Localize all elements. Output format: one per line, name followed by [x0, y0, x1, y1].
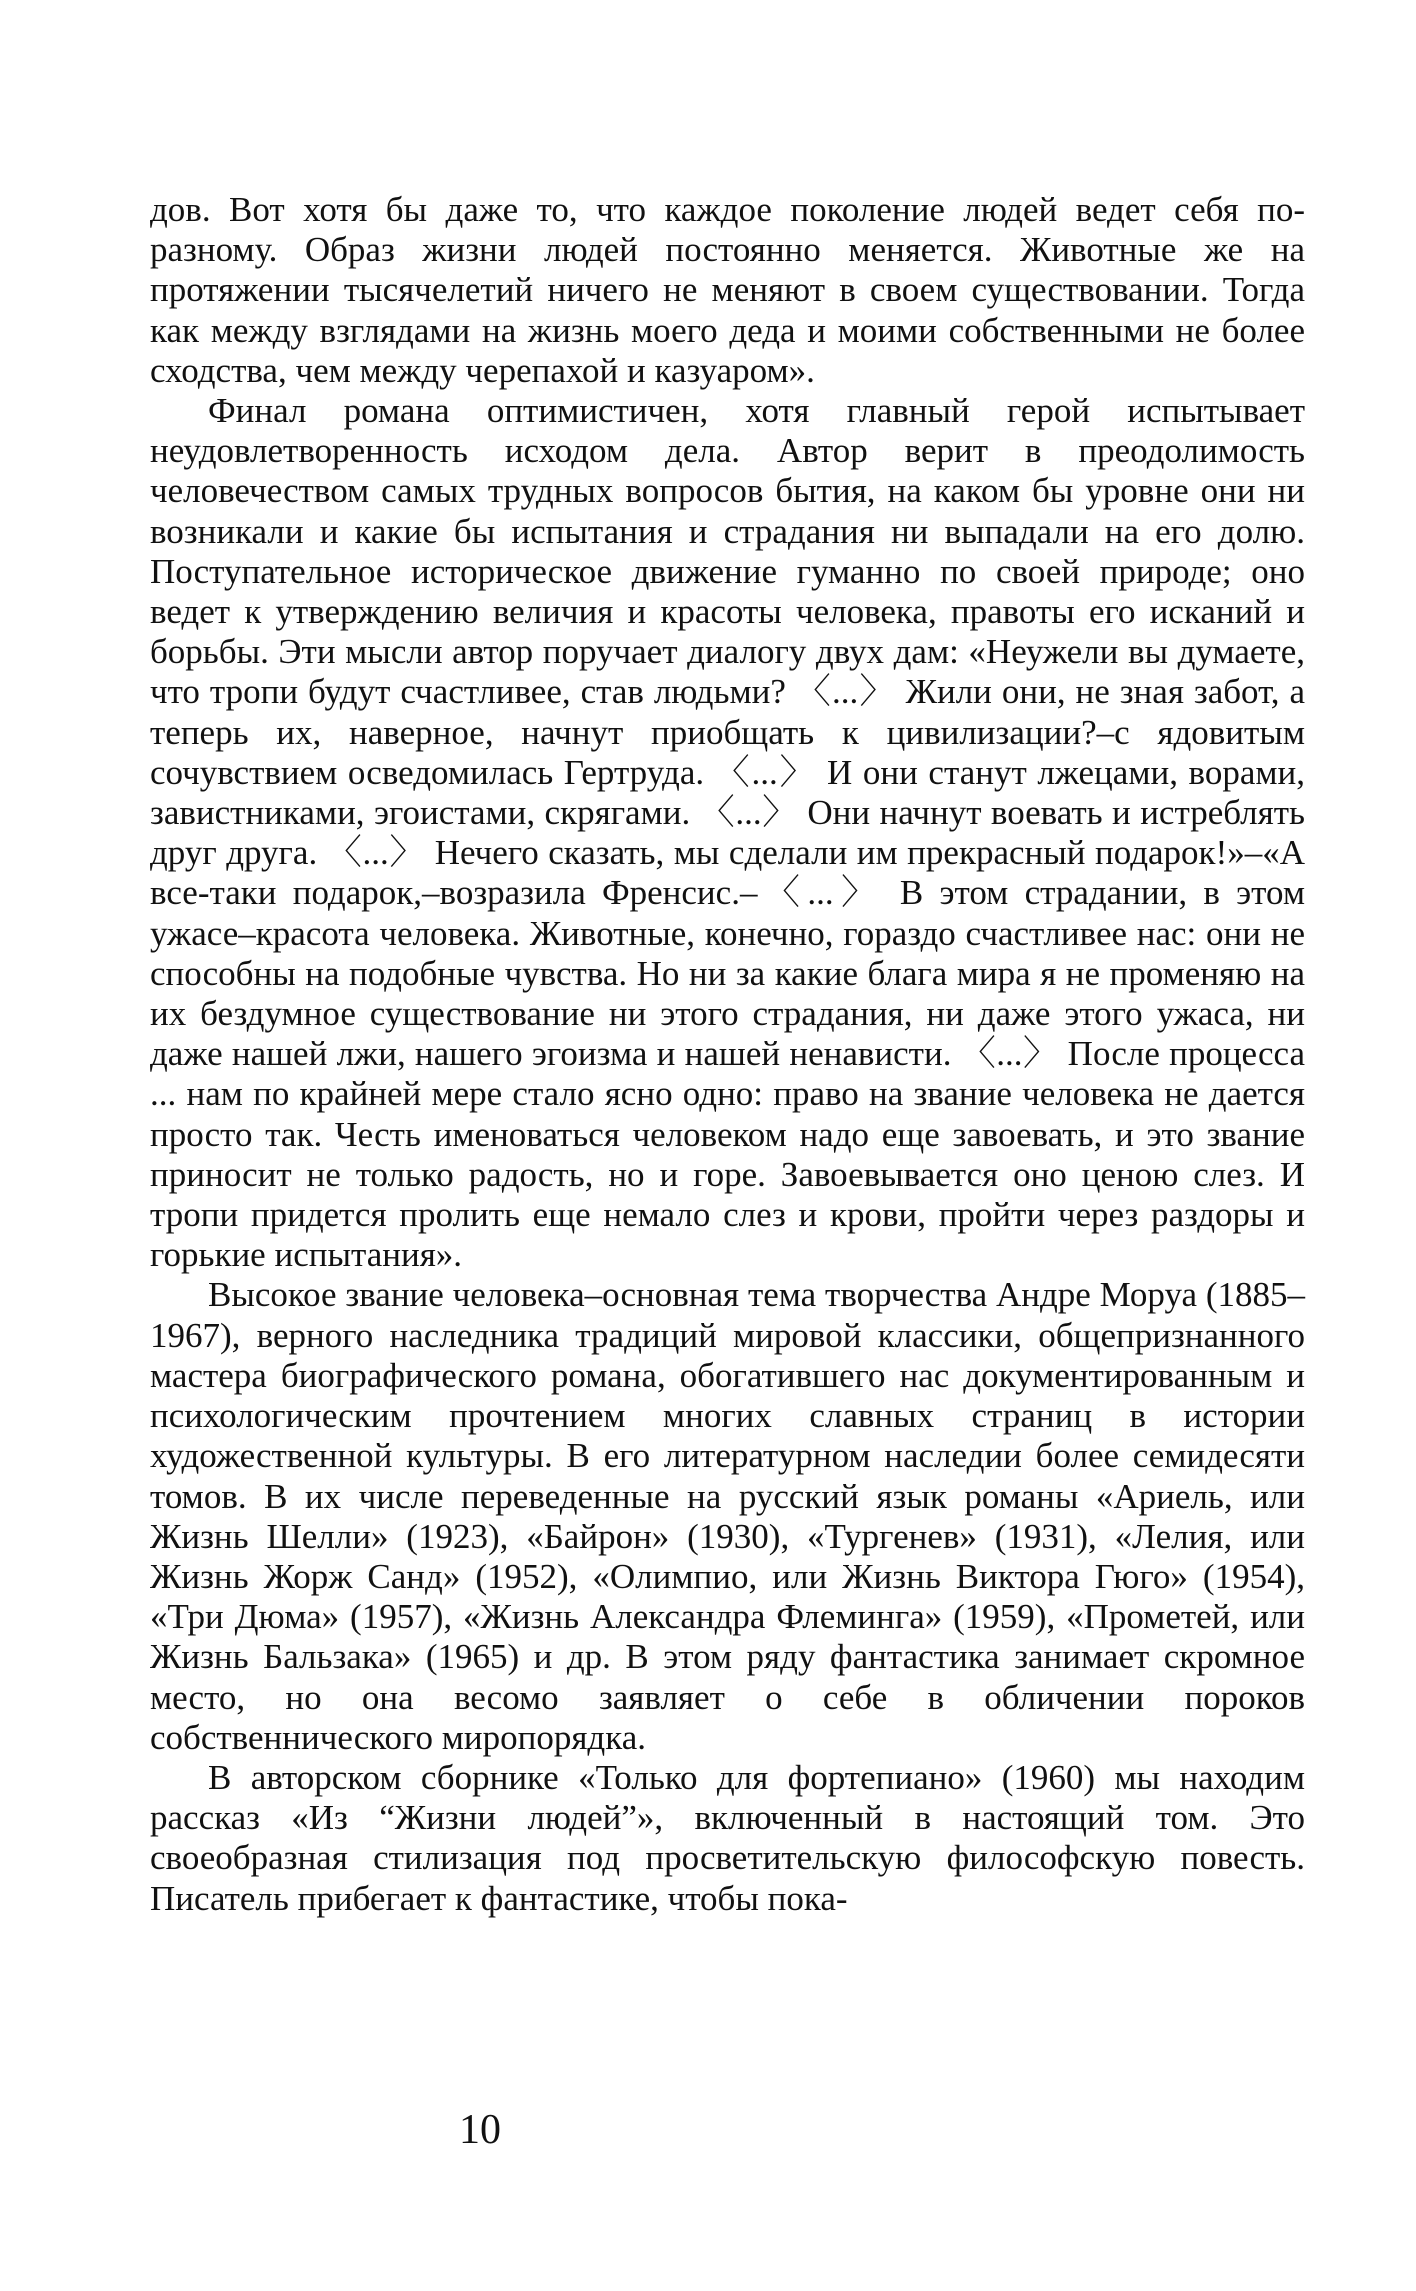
paragraph-collection: В авторском сборнике «Только для фортепиано» (1960) мы находим рассказ «Из “Жизни людей”», включенный в настоящий том. Это своеобразная стилизация под просветительскую философскую повесть. Писатель прибегает к фантастике, чтобы пока- [150, 1757, 1305, 1918]
paragraph-continuation: дов. Вот хотя бы даже то, что каждое поколение людей ведет себя по-разному. Образ жизни людей постоянно меняется. Животные же на протяжении тысячелетий ничего не меняют в своем существовании. Тогда как между взглядами на жизнь моего деда и моими собственными не более сходства, чем между черепахой и казуаром». [150, 190, 1305, 390]
page-text-body [150, 190, 1305, 1919]
paragraph-maurois: Высокое звание человека–основная тема творчества Андре Моруа (1885–1967), верного наследника традиций мировой классики, общепризнанного мастера биографического романа, обогатившего нас документированным и психологическим прочтением многих славных страниц в истории художественной культуры. В его литературном наследии более семидесяти томов. В их числе переведенные на русский язык романы «Ариель, или Жизнь Шелли» (1923), «Байрон» (1930), «Тургенев» (1931), «Лелия, или Жизнь Жорж Санд» (1952), «Олимпио, или Жизнь Виктора Гюго» (1954), «Три Дюма» (1957), «Жизнь Александра Флеминга» (1959), «Прометей, или Жизнь Бальзака» (1965) и др. В этом ряду фантастика занимает скромное место, но она весомо заявляет о себе в обличении пороков собственнического миропорядка. [150, 1275, 1305, 1757]
paragraph-finale: Финал романа оптимистичен, хотя главный герой испытывает неудовлетворенность исходом дела. Автор верит в преодолимость человечеством самых трудных вопросов бытия, на каком бы уровне они ни возникали и какие бы испытания и страдания ни выпадали на его долю. Поступательное историческое движение гуманно по своей природе; оно ведет к утверждению величия и красоты человека, правоты его исканий и борьбы. Эти мысли автор поручает диалогу двух дам: «Неужели вы думаете, что тропи будут счастливее, став людьми? 〈...〉 Жили они, не зная забот, а теперь их, наверное, начнут приобщать к цивилизации?–с ядовитым сочувствием осведомилась Гертруда. 〈...〉 И они станут лжецами, ворами, завистниками, эгоистами, скрягами. 〈...〉 Они начнут воевать и истреблять друг друга. 〈...〉 Нечего сказать, мы сделали им прекрасный подарок!»–«А все-таки подарок,–возразила Френсис.–〈...〉 В этом страдании, в этом ужасе–красота человека. Животные, конечно, гораздо счастливее нас: они не способны на подобные чувства. Но ни за какие блага мира я не променяю на их бездумное существование ни этого страдания, ни даже этого ужаса, ни даже нашей лжи, нашего эгоизма и нашей ненависти. 〈...〉 После процесса ... нам по крайней мере стало ясно одно: право на звание человека не дается просто так. Честь именоваться человеком надо еще завоевать, и это звание приносит не только радость, но и горе. Завоевывается оно ценою слез. И тропи придется пролить еще немало слез и крови, пройти через раздоры и горькие испытания». [150, 391, 1305, 1275]
page-number: 10 [459, 2107, 501, 2153]
